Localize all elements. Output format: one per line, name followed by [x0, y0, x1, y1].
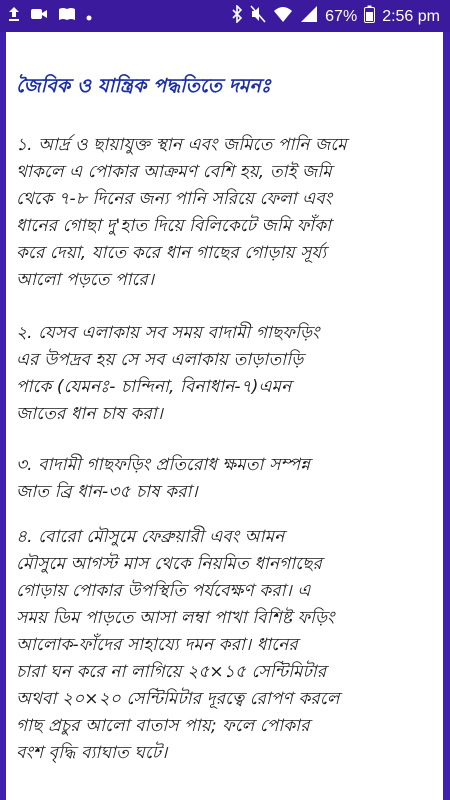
text-line: বংশ বৃদ্ধি ব্যাঘাত ঘটে।: [16, 743, 168, 763]
book-icon: [58, 7, 76, 26]
text-line: সময় ডিম পাড়তে আসা লম্বা পাখা বিশিষ্ট ফড়িং: [16, 608, 335, 628]
bluetooth-icon: [231, 5, 243, 28]
system-status: [231, 5, 440, 28]
text-line: ৩. বাদামী গাছফড়িং প্রতিরোধ ক্ষমতা সম্পন্ন: [16, 455, 311, 475]
text-line: ২. যেসব এলাকায় সব সময় বাদামী গাছফড়িং: [16, 323, 320, 343]
battery-percent: 67%: [325, 7, 358, 25]
text-line: এর উপদ্রব হয় সে সব এলাকায় তাড়াতাড়ি: [16, 350, 304, 370]
battery-icon: [364, 5, 375, 28]
mute-icon: [250, 5, 266, 28]
page-title: জৈবিক ও যান্ত্রিক পদ্ধতিতে দমনঃ: [16, 75, 272, 97]
text-line: অথবা ২০×২০ সেন্টিমিটার দূরত্বে রোপণ করলে: [16, 689, 340, 709]
text-line: জাত ব্রি ধান-৩৫ চাষ করা।: [16, 482, 198, 502]
upload-icon: [8, 6, 20, 27]
video-camera-icon: [30, 7, 48, 26]
wifi-icon: [273, 5, 293, 28]
paragraph-3: [16, 452, 436, 506]
text-line: গাছ প্রচুর আলো বাতাস পায়; ফলে পোকার: [16, 716, 310, 736]
more-notifications-icon: [86, 8, 92, 26]
text-line: চারা ঘন করে না লাগিয়ে ২৫×১৫ সেন্টিমিটার: [16, 662, 327, 682]
notification-icons: [8, 6, 92, 27]
text-line: আলো পড়তে পারে।: [16, 270, 155, 290]
text-line: আলোক-ফাঁদের সাহায্যে দমন করা। ধানের: [16, 635, 298, 655]
text-line: থাকলে এ পোকার আক্রমণ বেশি হয়, তাই জমি: [16, 162, 332, 182]
text-line: ১. আর্দ্র ও ছায়াযুক্ত স্থান এবং জমিতে পানি জমে: [16, 135, 347, 155]
article-content[interactable]: [6, 32, 443, 800]
text-line: করে দেয়া, যাতে করে ধান গাছের গোড়ায় সূর্য্য: [16, 243, 327, 263]
status-bar: [0, 0, 450, 32]
text-line: গোড়ায় পোকার উপস্থিতি পর্যবেক্ষণ করা। এ: [16, 581, 311, 601]
signal-icon: [300, 5, 318, 28]
paragraph-4: [16, 524, 436, 767]
text-line: মৌসুমে আগস্ট মাস থেকে নিয়মিত ধানগাছের: [16, 554, 322, 574]
text-line: পাকে (যেমনঃ- চান্দিনা, বিনাধান-৭)এমন: [16, 377, 292, 397]
clock: 2:56 pm: [382, 7, 440, 25]
text-line: ৪. বোরো মৌসুমে ফেব্রুয়ারী এবং আমন: [16, 527, 285, 547]
text-line: থেকে ৭-৮ দিনের জন্য পানি সরিয়ে ফেলা এবং: [16, 189, 333, 209]
text-line: ধানের গোছা দু'হাত দিয়ে বিলিকেটে জমি ফাঁকা: [16, 216, 332, 236]
paragraph-2: [16, 320, 436, 428]
text-line: জাতের ধান চাষ করা।: [16, 404, 163, 424]
paragraph-1: [16, 132, 436, 294]
